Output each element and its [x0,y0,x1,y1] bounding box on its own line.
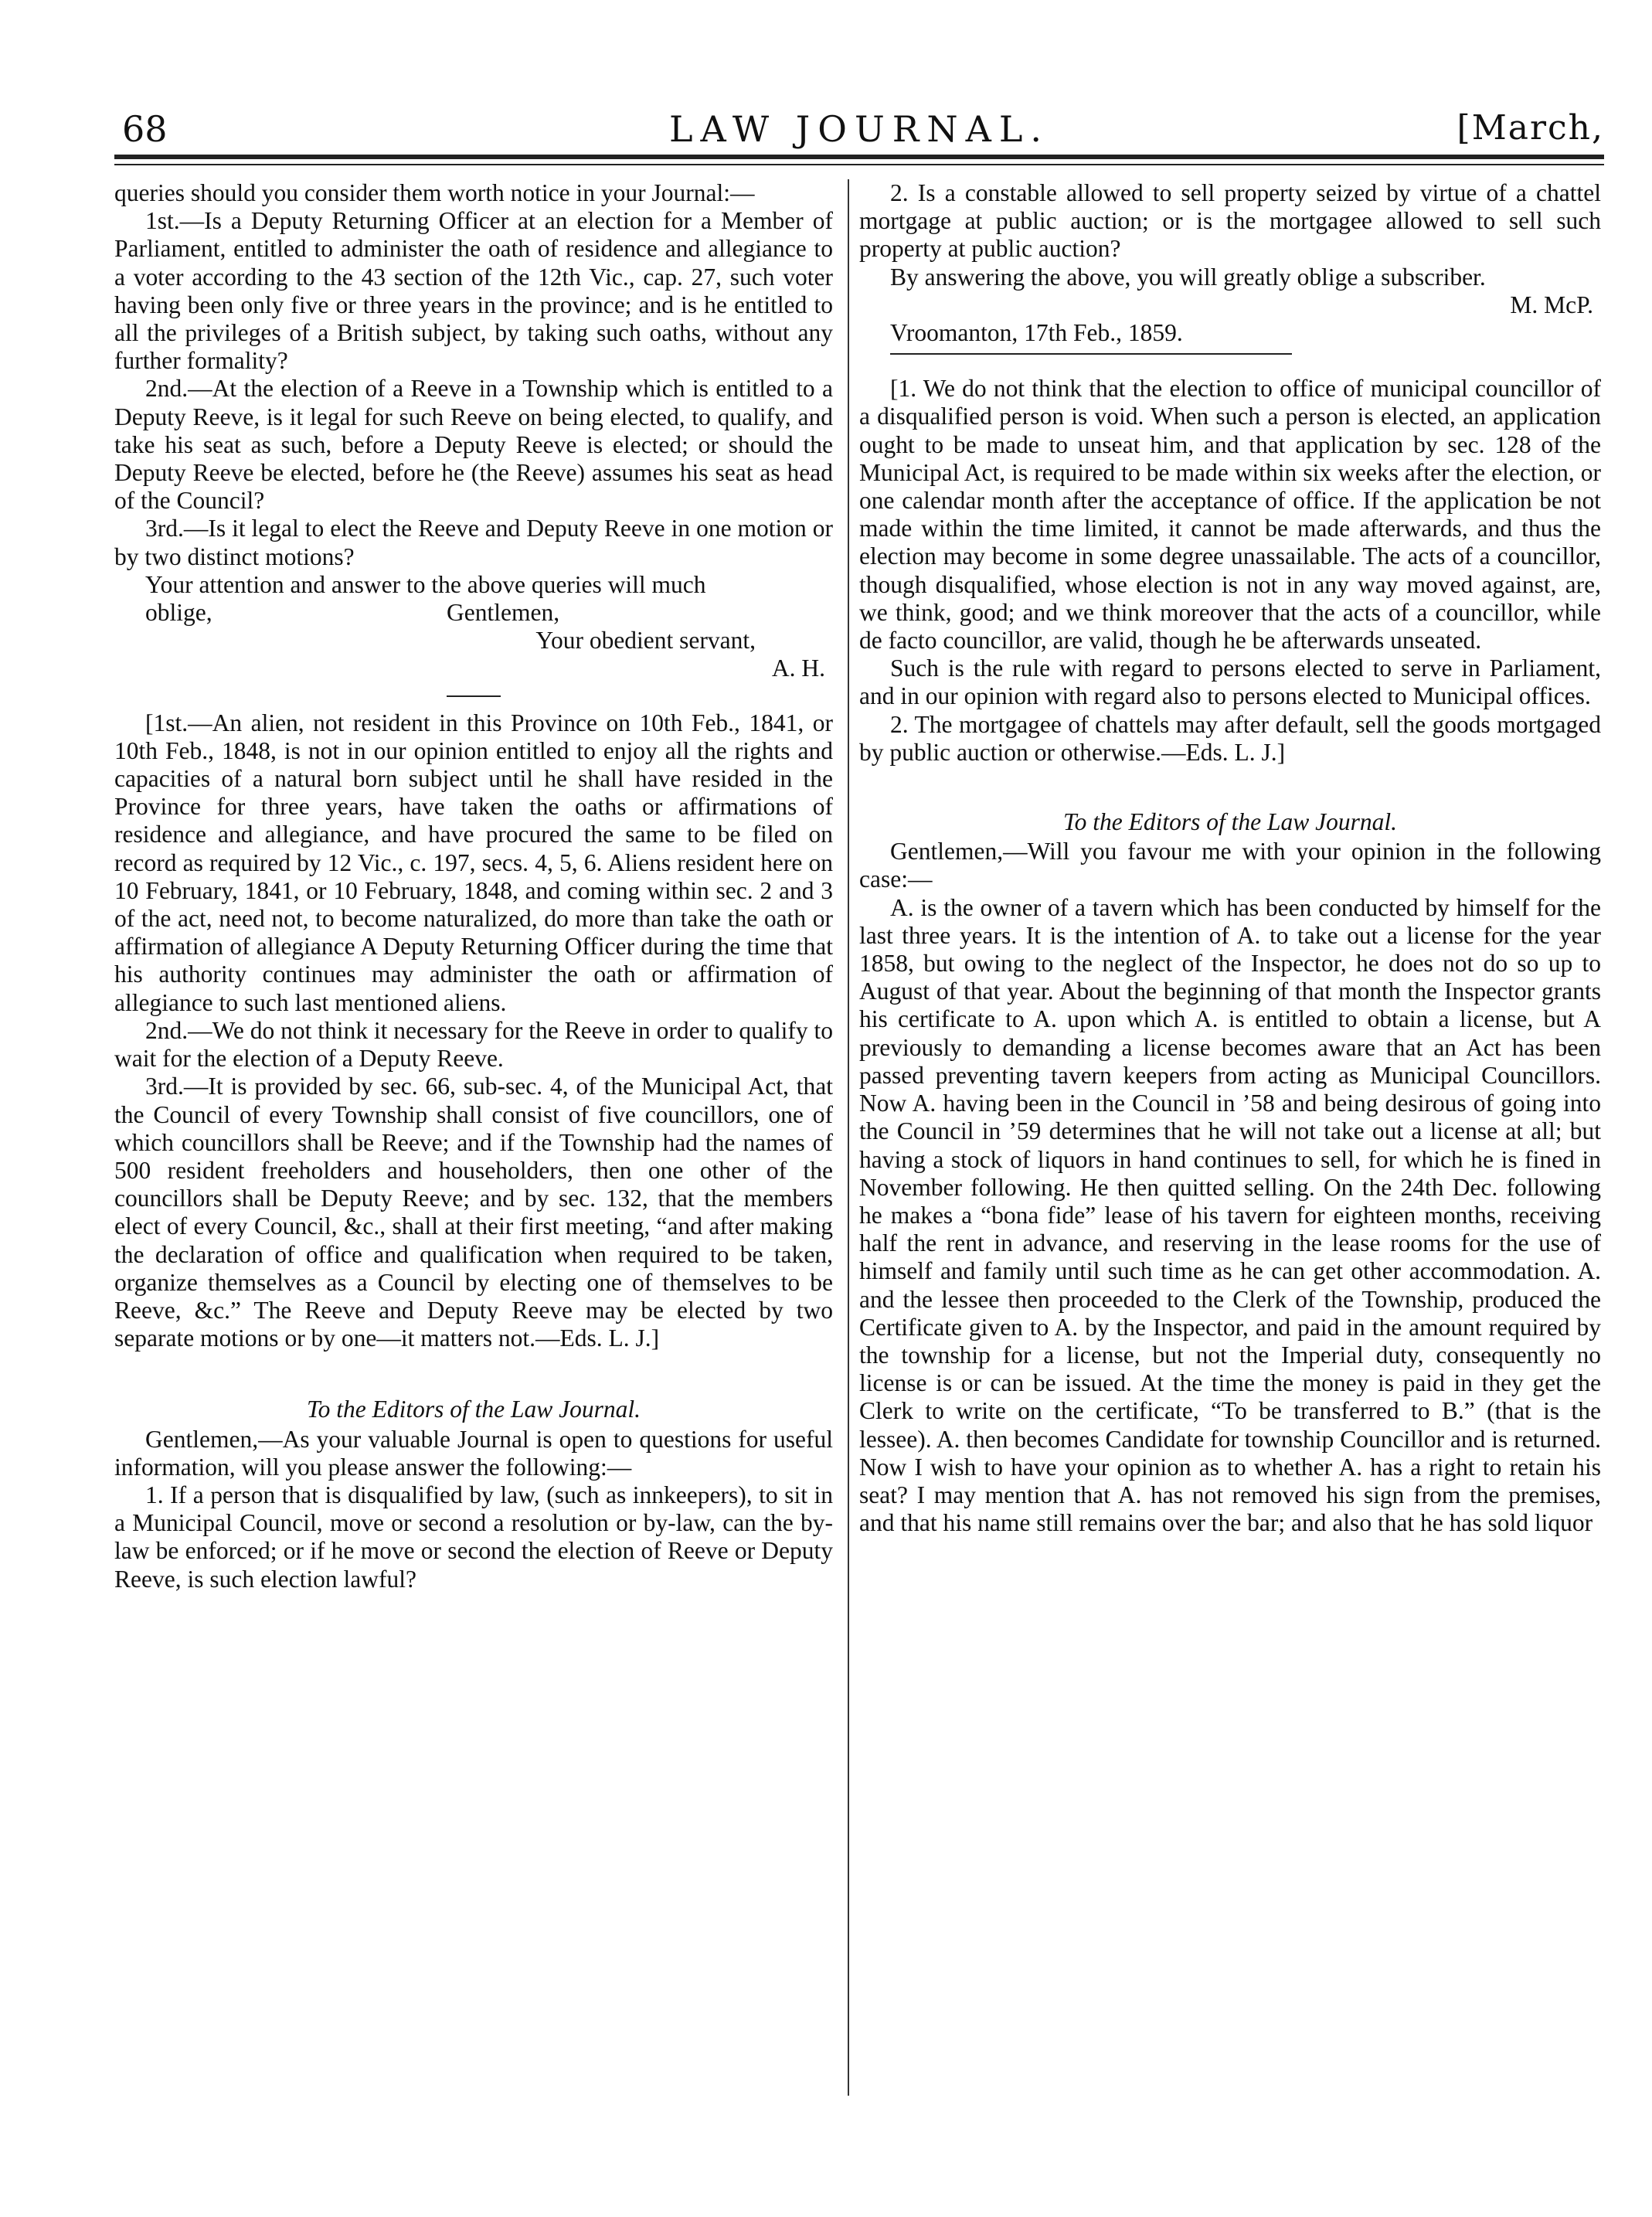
page-number: 68 [122,108,168,150]
signature-ah: A. H. [771,655,825,682]
query-1: 1st.—Is a Deputy Returning Officer at an election for a Member of Parliament, entitled to administer the oath of residence and allegiance to a voter according to the 43 section of the 12th Vic., cap. 27, such voter having been only five or three years in the province; and is he entitled to all the privileges of a British subject, by taking such oaths, without any further formality? [114,207,833,375]
closing-oblige: oblige, [145,599,212,627]
reply-paragraph: Such is the rule with regard to persons elected to serve in Parliament, and in our opinion with regard also to persons elected to Municipal offices. [859,655,1601,710]
letter-paragraph: 1. If a person that is disqualified by law, (such as innkeepers), to sit in a Municipal Council, move or second a resolution or by-law, can the by-law be enforced; or if he move or second the election of Reeve or Deputy Reeve, is such election lawful? [114,1481,833,1593]
letter-heading: To the Editors of the Law Journal. [306,1396,641,1423]
query-3: 3rd.—Is it legal to elect the Reeve and Deputy Reeve in one motion or by two distinct motions? [114,515,833,570]
reply-3: 3rd.—It is provided by sec. 66, sub-sec. 4, of the Municipal Act, that the Council of every Township shall consist of five councillors, one of which councillors shall be Reeve; and if the Township had the names of 500 resident freeholders and householders, then one other of the councillors shall be Deputy Reeve; and by sec. 132, that the members elect of every Council, &c., shall at their first meeting, “and after making the declaration of office and qualification when required to be taken, organize themselves as a Council by electing one of themselves to be Reeve, &c.” The Reeve and Deputy Reeve may be elected by two separate motions or by one—it matters not.—Eds. L. J.] [114,1073,833,1352]
left-column [114,179,833,1593]
left-paragraph: Your attention and answer to the above queries will much [145,570,706,598]
header-month: [March, [1457,108,1604,148]
letter-paragraph: Gentlemen,—Will you favour me with your opinion in the following case:— [859,838,1601,893]
letter-paragraph: Gentlemen,—As your valuable Journal is open to questions for useful information, will you please answer the following:— [114,1425,833,1481]
closing-servant: Your obedient servant, [535,627,756,655]
reply-2: 2nd.—We do not think it necessary for the Reeve in order to qualify to wait for the election of a Deputy Reeve. [114,1016,833,1073]
header-rule-thick [114,155,1604,159]
letter-heading: To the Editors of the Law Journal. [1062,808,1397,836]
reply-paragraph: 2. The mortgagee of chattels may after default, sell the goods mortgaged by public auction or otherwise.—Eds. L. J.] [859,710,1601,766]
header-rule-thin [114,164,1604,165]
reply-1: [1st.—An alien, not resident in this Province on 10th Feb., 1841, or 10th Feb., 1848, is not in our opinion entitled to enjoy all the rights and capacities of a natural born subject until he shall have resided in the Province for three years, have taken the oaths or affirmations of residence and allegiance, and have procured the same to be filed on record as required by 12 Vic., c. 197, secs. 4, 5, 6. Aliens resident here on 10 February, 1841, or 10 February, 1848, and coming within sec. 2 and 3 of the act, need not, to become naturalized, do more than take the oath or affirmation of allegiance A Deputy Returning Officer during the time that his authority continues may administer the oath or affirmation of allegiance to such last mentioned aliens. [114,709,833,1016]
letter-paragraph: 2. Is a constable allowed to sell property seized by virtue of a chattel mortgage at public auction; or is the mortgagee allowed to sell such property at public auction? [859,179,1601,263]
letter-paragraph: By answering the above, you will greatly oblige a subscriber. [890,263,1486,291]
journal-title: LAW JOURNAL. [669,108,1049,150]
letter-paragraph: A. is the owner of a tavern which has been conducted by himself for the last three years. It is the intention of A. to take out a license for the year 1858, but owing to the neglect of the Inspector, he does not do so up to August of that year. About the beginning of that month the Inspector grants his certificate to A. upon which A. is entitled to obtain a license, but A previously to demanding a license becomes aware that an Act has been passed preventing tavern keepers from acting as Municipal Councillors. Now A. having been in the Council in ’58 and being desirous of going into the Council in ’59 determines that he will not take out a license at all; but having a stock of liquors in hand continues to sell, for which he is fined in November following. He then quitted selling. On the 24th Dec. following he makes a “bona fide” lease of his tavern for eighteen months, receiving half the rent in advance, and reserving in the lease rooms for the use of himself and family until such time as he can get other accommodation. A. and the lessee then proceeded to the Clerk of the Township, produced the Certificate given to A. by the Inspector, and paid in the amount required by the township for a license, but not the Imperial duty, consequently no license is or can be issued. At the time the money is paid in they get the Clerk to write on the certificate, “To be transferred to B.” (that is the lessee). A. then becomes Candidate for township Councillor and is returned. Now I wish to have your opinion as to whether A. has a right to retain his seat? I may mention that A. has not removed his sign from the premises, and that his name still remains over the bar; and also that he has sold liquor [859,893,1601,1537]
closing-gentlemen: Gentlemen, [447,599,560,627]
signature-mmcp: M. McP. [1510,291,1593,318]
reply-paragraph: [1. We do not think that the election to office of municipal councillor of a disqualified person is void. When such a person is elected, an application ought to be made to unseat him, and that application by sec. 128 of the Municipal Act, is required to be made within six weeks after the election, or one calendar month after the acceptance of office. If the application be not made within the time limited, it cannot be made afterwards, and thus the election may become in some degree unassailable. The acts of a councillor, though disqualified, whose election is not in any way moved against, are, we think, good; and we think moreover that the acts of a councillor, while de facto councillor, are valid, though he be afterwards unseated. [859,375,1601,655]
letter-place-date: Vroomanton, 17th Feb., 1859. [890,319,1183,347]
section-separator [447,695,501,697]
query-2: 2nd.—At the election of a Reeve in a Township which is entitled to a Deputy Reeve, is it legal for such Reeve on being elected, to qualify, and take his seat as such, before a Deputy Reeve is elected; or should the Deputy Reeve be elected, before he (the Reeve) assumes his seat as head of the Council? [114,375,833,515]
right-column [859,179,1601,1537]
column-divider [848,179,849,2096]
left-paragraph: queries should you consider them worth notice in your Journal:— [114,179,755,206]
running-header [114,108,1604,155]
section-separator [890,353,1292,355]
closing-line [114,599,833,627]
